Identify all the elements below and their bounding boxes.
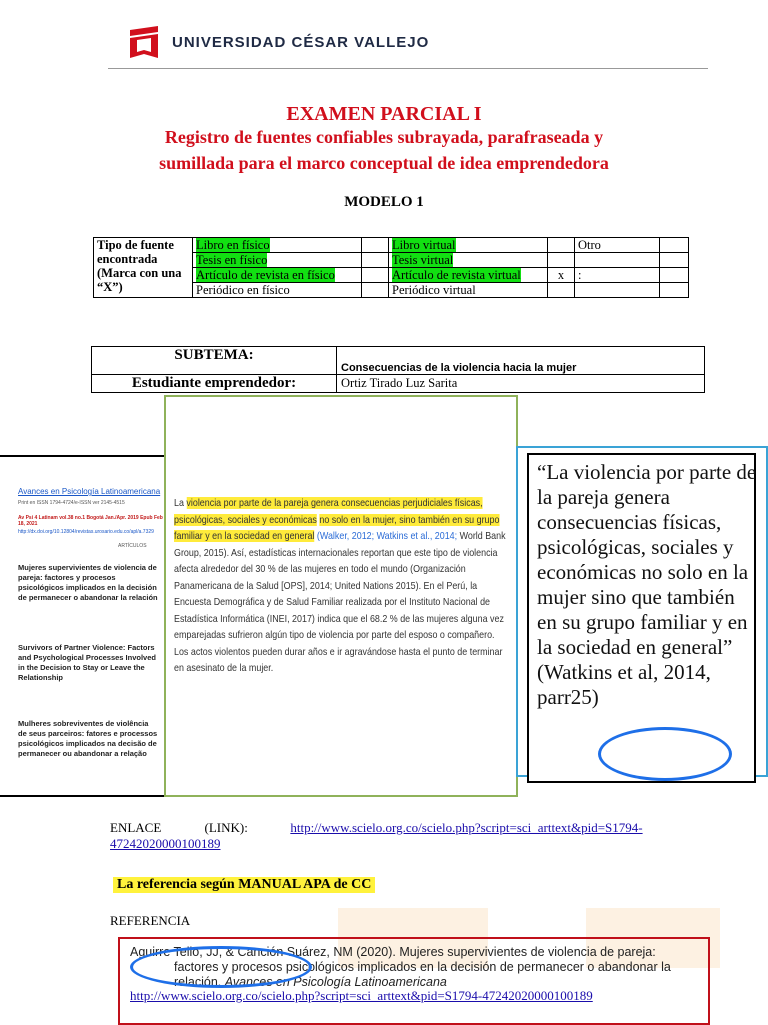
checkbox-cell[interactable] [548, 253, 575, 268]
link-line [110, 820, 690, 852]
subtitle-line-2: sumillada para el marco conceptual de idea emprendedora [159, 153, 609, 173]
checkbox-cell[interactable] [362, 253, 389, 268]
table-cell: Otro [575, 238, 660, 253]
reference-label: REFERENCIA [110, 913, 191, 928]
doi-text: http://dx.doi.org/10.12804/revistas.urosario.edu.co/apl/a.7329 [18, 529, 154, 535]
source-type-label: Tipo de fuente encontrada (Marca con una “X”) [94, 238, 193, 298]
highlighted-text: no solo en la mujer, sino también en su grupo familiar y en la sociedad en general [174, 513, 500, 542]
checkbox-cell[interactable] [660, 268, 689, 283]
quote-text: “La violencia por parte de la pareja genera consecuencias físicas, psicológicas, sociales y económicas no solo en la mujer sino que también en su grupo familiar y en la sociedad en general” (Watkins et al, 2014, parr25) [537, 460, 757, 709]
section-label: ARTÍCULOS [118, 543, 147, 549]
exam-title: EXAMEN PARCIAL I [286, 103, 482, 125]
subtema-table [91, 346, 705, 393]
subtitle-line-1: Registro de fuentes confiables subrayada, parafraseada y [164, 127, 604, 147]
table-cell: Artículo de revista virtual [389, 268, 548, 283]
subtema-label: SUBTEMA: [92, 347, 337, 375]
table-cell: Tesis virtual [389, 253, 548, 268]
annotation-ellipse [598, 727, 732, 781]
table-cell: Artículo de revista en físico [193, 268, 362, 283]
table-cell: : [575, 268, 660, 283]
article-title-en: Survivors of Partner Violence: Factors and Psychological Processes Involved in the Decision to Stay or Leave the Relationship [18, 643, 156, 682]
checkbox-cell[interactable] [548, 238, 575, 253]
table-row [94, 238, 689, 253]
table-cell: Periódico virtual [389, 283, 548, 298]
checkbox-cell[interactable] [548, 283, 575, 298]
table-cell: Periódico en físico [193, 283, 362, 298]
table-cell: Libro en físico [193, 238, 362, 253]
university-name: UNIVERSIDAD CÉSAR VALLEJO [172, 34, 430, 51]
model-label: MODELO 1 [344, 194, 424, 210]
reference-text: Aguirre Tello, JJ, & Canción Suárez, NM (2020). Mujeres supervivientes de violencia de pareja: factores y procesos psicológicos implicados en la decisión de permanecer o abandonar la relación. Avances en Psicología Latinoamericana [130, 945, 671, 989]
article-title-pt: Mulheres sobreviventes de violência de seus parceiros: fatores e processos psicológicos implicados na decisão de permanecer ou abandonar a relação [18, 719, 158, 758]
header-divider [108, 68, 708, 69]
article-url-continued[interactable]: 47242020000100189 [110, 836, 221, 851]
subtema-value[interactable]: Consecuencias de la violencia hacia la mujer [337, 347, 705, 375]
table-row [92, 375, 705, 393]
apa-heading: La referencia según MANUAL APA de CC [113, 877, 375, 893]
citation-link[interactable]: (Walker, 2012; Watkins et al., 2014; [316, 530, 458, 542]
article-screenshot [0, 455, 168, 797]
link-label: ENLACE (LINK): [110, 820, 248, 835]
journal-name: Avances en Psicología Latinoamericana [18, 487, 161, 496]
table-cell [575, 253, 660, 268]
citation-text: Av Psi 4 Latinam vol.38 no.1 Bogotá Jan./Apr. 2019 Epub Feb 18, 2021 [18, 515, 163, 527]
ucv-logo-icon [128, 24, 160, 60]
highlighted-text: violencia por parte de la pareja genera consecuencias perjudiciales físicas, psicológicas, sociales y económicas [174, 497, 483, 526]
student-label: Estudiante emprendedor: [92, 375, 337, 393]
issn-text: Print en ISSN 1794-4724/e-ISSN ver 2145-4515 [18, 500, 125, 506]
annotation-ellipse [130, 946, 312, 988]
checkbox-cell[interactable]: x [548, 268, 575, 283]
checkbox-cell[interactable] [362, 268, 389, 283]
checkbox-cell[interactable] [660, 253, 689, 268]
reference-url[interactable]: http://www.scielo.org.co/scielo.php?script=sci_arttext&pid=S1794-47242020000100189 [130, 988, 593, 1003]
checkbox-cell[interactable] [362, 283, 389, 298]
excerpt-text: La violencia por parte de la pareja genera consecuencias perjudiciales físicas, psicológicas, sociales y económicas no solo en la mujer, sino también en su grupo familiar y en la sociedad en general (Walker, 2012; Watkins et al., 2014; World Bank Group, 2015). Así, estadísticas internacionales reportan que este tipo de violencia afecta alrededor del 30 % de las mujeres en todo el mundo (Organización Panamericana de la Salud [OPS], 2014; United Nations 2015). En el Perú, la Encuesta Demográfica y de Salud Familiar realizada por el Instituto Nacional de Estadística Informática (INEI, 2017) indica que el 68.2 % de las mujeres alguna vez emparejadas sufrieron algún tipo de violencia por parte del esposo o compañero. Los actos violentos pueden durar años e ir agravándose hasta el punto de terminar en asesinato de la mujer. [174, 497, 506, 674]
article-title-es: Mujeres supervivientes de violencia de pareja: factores y procesos psicológicos implicados en la decisión de permanecer o abandonar la relación [18, 563, 158, 602]
checkbox-cell[interactable] [660, 238, 689, 253]
table-cell [575, 283, 660, 298]
source-type-table [93, 237, 689, 298]
table-row [92, 347, 705, 375]
student-value[interactable]: Ortiz Tirado Luz Sarita [337, 375, 705, 393]
article-url[interactable]: http://www.scielo.org.co/scielo.php?script=sci_arttext&pid=S1794- [290, 820, 643, 835]
checkbox-cell[interactable] [362, 238, 389, 253]
table-cell: Tesis en físico [193, 253, 362, 268]
excerpt-body: World Bank Group, 2015). Así, estadísticas internacionales reportan que este tipo de violencia afecta alrededor del 30 % de las mujeres en todo el mundo (Organización Panamericana de la Salud [OPS], 2014; United Nations 2015). En el Perú, la Encuesta Demográfica y de Salud Familiar realizada por el Instituto Nacional de Estadística Informática (INEI, 2017) indica que el 68.2 % de las mujeres alguna vez emparejadas sufrieron algún tipo de violencia por parte del esposo o compañero. Los actos violentos pueden durar años e ir agravándose hasta el punto de terminar en asesinato de la mujer. [174, 530, 506, 674]
checkbox-cell[interactable] [660, 283, 689, 298]
excerpt-screenshot [164, 395, 518, 797]
table-cell: Libro virtual [389, 238, 548, 253]
